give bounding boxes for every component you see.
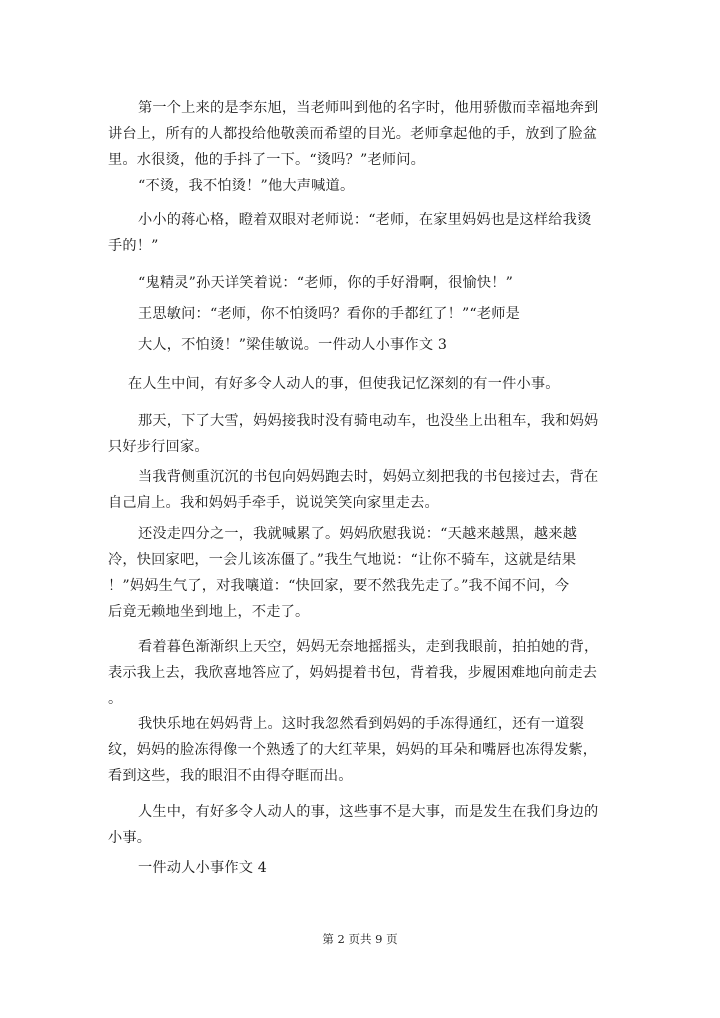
paragraph-7 <box>108 371 588 397</box>
paragraph-10 <box>108 521 588 625</box>
text-line: 一件动人小事作文 4 <box>138 860 268 876</box>
text-line: 王思敏问：“老师，你不怕烫吗？看你的手都红了！”“老师是 <box>138 306 521 322</box>
paragraph-13 <box>108 799 599 851</box>
text-line: 手的！” <box>108 238 159 254</box>
text-line: ！”妈妈生气了，对我嚷道：“快回家，要不然我先走了。”我不闻不问，今 <box>108 578 570 594</box>
text-line: 当我背侧重沉沉的书包向妈妈跑去时，妈妈立刻把我的书包接过去，背在 <box>138 469 599 485</box>
text-line: 纹，妈妈的脸冻得像一个熟透了的大红苹果，妈妈的耳朵和嘴唇也冻得发紫， <box>108 742 598 758</box>
text-line: 里。水很烫，他的手抖了一下。“烫吗？”老师问。 <box>108 152 426 168</box>
text-line: 人生中，有好多令人动人的事，这些事不是大事，而是发生在我们身边的 <box>138 804 599 820</box>
paragraph-12 <box>108 711 598 789</box>
text-line: 后竟无赖地坐到地上，不走了。 <box>108 604 310 620</box>
text-line: 只好步行回家。 <box>108 439 209 455</box>
text-line: “不烫，我不怕烫！”他大声喊道。 <box>138 178 355 194</box>
text-line: 第一个上来的是李东旭，当老师叫到他的名字时，他用骄傲而幸福地奔到 <box>138 100 599 116</box>
paragraph-1 <box>108 95 599 173</box>
text-line: 小事。 <box>108 830 152 846</box>
page-footer <box>0 931 720 947</box>
text-line: 还没走四分之一，我就喊累了。妈妈欣慰我说：“天越来越黑，越来越 <box>138 526 578 542</box>
text-line: 看到这些，我的眼泪不由得夺眶而出。 <box>108 768 353 784</box>
paragraph-5 <box>108 301 588 327</box>
text-line: 冷，快回家吧，一会儿该冻僵了。”我生气地说：“让你不骑车，这就是结果 <box>108 552 577 568</box>
text-line: 看着暮色渐渐织上天空，妈妈无奈地摇摇头，走到我眼前，拍拍她的背， <box>138 639 599 655</box>
text-line: 我快乐地在妈妈背上。这时我忽然看到妈妈的手冻得通红，还有一道裂 <box>138 716 585 732</box>
text-line: “鬼精灵”孙天详笑着说：“老师，你的手好滑啊，很愉快！” <box>138 275 514 291</box>
paragraph-14 <box>108 855 588 881</box>
text-line: 大人，不怕烫！”梁佳敏说。一件动人小事作文 3 <box>138 337 448 353</box>
paragraph-4 <box>108 270 588 296</box>
paragraph-3 <box>108 207 592 259</box>
text-line: 那天，下了大雪，妈妈接我时没有骑电动车，也没坐上出租车，我和妈妈 <box>138 413 599 429</box>
paragraph-9 <box>108 464 599 516</box>
text-line: 。 <box>108 691 123 707</box>
paragraph-6 <box>108 332 588 358</box>
text-line: 在人生中间，有好多令人动人的事，但使我记忆深刻的有一件小事。 <box>128 376 560 392</box>
paragraph-2 <box>108 173 588 199</box>
paragraph-8 <box>108 408 599 460</box>
text-line: 表示我上去，我欣喜地答应了，妈妈提着书包，背着我，步履困难地向前走去 <box>108 665 598 681</box>
text-line: 自己肩上。我和妈妈手牵手，说说笑笑向家里走去。 <box>108 495 439 511</box>
text-line: 小小的蒋心格，瞪着双眼对老师说：“老师，在家里妈妈也是这样给我烫 <box>138 212 592 228</box>
text-line: 讲台上，所有的人都投给他敬羡而希望的目光。老师拿起他的手，放到了脸盆 <box>108 126 598 142</box>
page-number-label: 第 2 页共 9 页 <box>322 932 398 946</box>
paragraph-11 <box>108 634 599 712</box>
